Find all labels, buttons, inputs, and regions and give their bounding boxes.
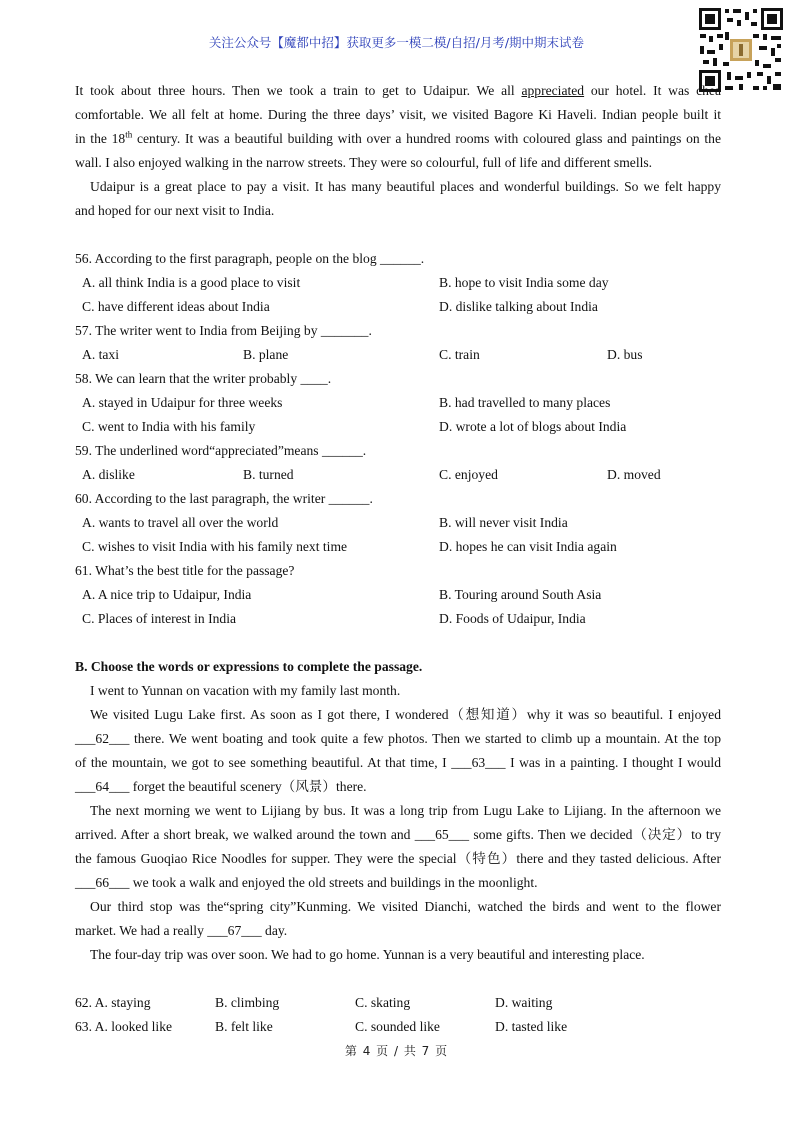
option-a: 62. A. staying	[75, 995, 151, 1010]
passage-line: ___62___ there. We went boating and took quite a few photos. Then we started to climb up a mountain. At the top	[75, 731, 721, 746]
option-b: B. turned	[243, 467, 294, 482]
option-c: C. wishes to visit India with his family next time	[82, 539, 348, 554]
option-b: B. will never visit India	[439, 515, 568, 530]
answer-row	[75, 1015, 721, 1039]
spacer	[75, 223, 721, 247]
option-b: B. had travelled to many places	[439, 395, 611, 410]
option-row	[75, 343, 721, 367]
option-a: A. taxi	[82, 347, 119, 362]
option-d: D. tasted like	[495, 1019, 568, 1034]
option-c: C. Places of interest in India	[82, 611, 237, 626]
passage-line: Our third stop was the“spring city”Kunming. We visited Dianchi, watched the birds and went to the flower	[90, 899, 721, 914]
option-row	[75, 391, 721, 415]
option-row	[75, 511, 721, 535]
passage-line: ___66___ we took a walk and enjoyed the old streets and buildings in the moonlight.	[75, 875, 538, 890]
passage-line: The next morning we went to Lijiang by bus. It was a long trip from Lugu Lake to Lijiang. In the afternoon we	[90, 803, 721, 818]
passage-line: It took about three hours. Then we took a train to get to Udaipur. We all appreciated our hotel. It was chea	[75, 83, 721, 98]
page-content	[75, 79, 721, 1039]
option-b: B. Touring around South Asia	[439, 587, 602, 602]
passage-line: arrived. After a short break, we walked around the town and ___65___ some gifts. Then we decided（决定）to try	[75, 827, 721, 842]
option-d: D. hopes he can visit India again	[439, 539, 617, 554]
option-d: D. bus	[607, 347, 643, 362]
option-a: A. dislike	[82, 467, 135, 482]
option-d: D. waiting	[495, 995, 553, 1010]
question-stem: 59. The underlined word“appreciated”means ______.	[75, 443, 367, 458]
spacer	[75, 631, 721, 655]
option-d: D. Foods of Udaipur, India	[439, 611, 586, 626]
option-b: B. plane	[243, 347, 289, 362]
passage-line: comfortable. We all felt at home. During the three days’ visit, we visited Bagore Ki Haveli. Indian people built it	[75, 107, 721, 122]
passage-line: wall. I also enjoyed walking in the narrow streets. They were so colourful, full of life and different smells.	[75, 155, 653, 170]
promo-header: 关注公众号【魔都中招】获取更多一模二模/自招/月考/期中期末试卷	[208, 35, 585, 50]
passage-line: market. We had a really ___67___ day.	[75, 923, 288, 938]
question-stem: 61. What’s the best title for the passage?	[75, 563, 295, 578]
option-row	[75, 463, 721, 487]
spacer	[75, 967, 721, 991]
option-d: D. dislike talking about India	[439, 299, 598, 314]
option-row	[75, 415, 721, 439]
option-c: C. sounded like	[355, 1019, 440, 1034]
question-stem: 60. According to the last paragraph, the writer ______.	[75, 491, 373, 506]
option-b: B. hope to visit India some day	[439, 275, 609, 290]
passage-line: I went to Yunnan on vacation with my family last month.	[90, 683, 401, 698]
passage-line: The four-day trip was over soon. We had to go home. Yunnan is a very beautiful and interesting place.	[90, 947, 645, 962]
option-a: A. wants to travel all over the world	[82, 515, 279, 530]
option-c: C. skating	[355, 995, 411, 1010]
passage-line: We visited Lugu Lake first. As soon as I got there, I wondered（想知道）why it was so beautiful. I enjoyed	[90, 707, 721, 722]
option-row	[75, 295, 721, 319]
option-c: C. enjoyed	[439, 467, 498, 482]
page-number: 第 4 页 / 共 7 页	[344, 1044, 449, 1058]
passage-line: in the 18th century. It was a beautiful building with over a hundred rooms with coloured glass and paintings on the	[75, 129, 721, 146]
option-a: A. A nice trip to Udaipur, India	[82, 587, 252, 602]
passage-line: and hoped for our next visit to India.	[75, 203, 275, 218]
passage-line: of the mountain, we got to see something beautiful. At that time, I ___63___ I was in a painting. I thought I would	[75, 755, 721, 770]
passage-line: ___64___ forget the beautiful scenery（风景）there.	[75, 779, 367, 794]
option-a: 63. A. looked like	[75, 1019, 173, 1034]
underlined-word: appreciated	[521, 83, 585, 98]
passage-line: Udaipur is a great place to pay a visit. It has many beautiful places and wonderful buildings. So we felt happy	[90, 179, 721, 194]
option-c: C. have different ideas about India	[82, 299, 270, 314]
option-row	[75, 271, 721, 295]
section-title: B. Choose the words or expressions to complete the passage.	[75, 659, 423, 674]
passage-line: the famous Guoqiao Rice Noodles for supper. They were the special（特色）there and they tasted delicious. After	[75, 851, 721, 866]
option-c: C. train	[439, 347, 480, 362]
option-d: D. moved	[607, 467, 661, 482]
answer-row	[75, 991, 721, 1015]
option-row	[75, 583, 721, 607]
option-d: D. wrote a lot of blogs about India	[439, 419, 627, 434]
option-row	[75, 607, 721, 631]
question-stem: 57. The writer went to India from Beijing by _______.	[75, 323, 372, 338]
question-stem: 58. We can learn that the writer probably ____.	[75, 371, 332, 386]
question-stem: 56. According to the first paragraph, people on the blog ______.	[75, 251, 425, 266]
option-c: C. went to India with his family	[82, 419, 256, 434]
option-a: A. all think India is a good place to visit	[82, 275, 301, 290]
option-row	[75, 535, 721, 559]
option-a: A. stayed in Udaipur for three weeks	[82, 395, 283, 410]
option-b: B. felt like	[215, 1019, 273, 1034]
option-b: B. climbing	[215, 995, 280, 1010]
